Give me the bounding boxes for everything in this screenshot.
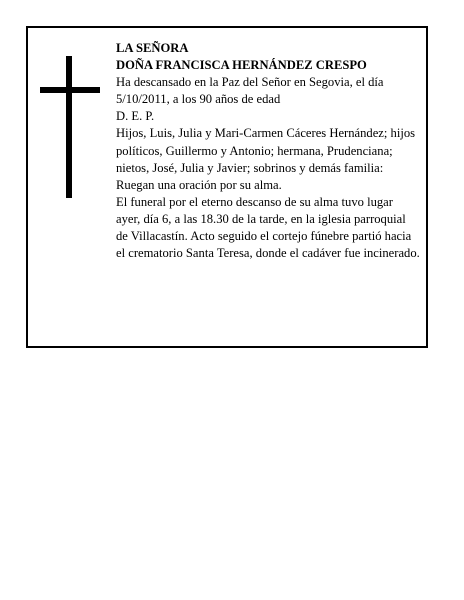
cross-vertical-bar: [66, 56, 72, 198]
deceased-name: DOÑA FRANCISCA HERNÁNDEZ CRESPO: [116, 58, 367, 73]
prayer-request: Ruegan una oración por su alma.: [116, 177, 282, 192]
death-announcement: Ha descansado en la Paz del Señor en Segovia, el día 5/10/2011, a los 90 años de edad: [116, 75, 384, 107]
obituary-text: [116, 40, 420, 262]
rip-abbreviation: D. E. P.: [116, 109, 155, 124]
funeral-details: El funeral por el eterno descanso de su alma tuvo lugar ayer, día 6, a las 18.30 de la tarde, en la iglesia parroquial de Villacastín. Acto seguido el cortejo fúnebre partió hacia el crematorio Santa Teresa, donde el cadáver fue incinerado.: [116, 194, 420, 261]
obituary-notice: [26, 26, 428, 348]
family-list: Hijos, Luis, Julia y Mari-Carmen Cáceres Hernández; hijos políticos, Guillermo y Antonio; hermana, Prudenciana; nietos, José, Julia y Javier; sobrinos y demás familia:: [116, 126, 416, 175]
deceased-title: LA SEÑORA: [116, 41, 189, 55]
cross-horizontal-bar: [40, 87, 100, 93]
cross-icon: [40, 56, 100, 198]
